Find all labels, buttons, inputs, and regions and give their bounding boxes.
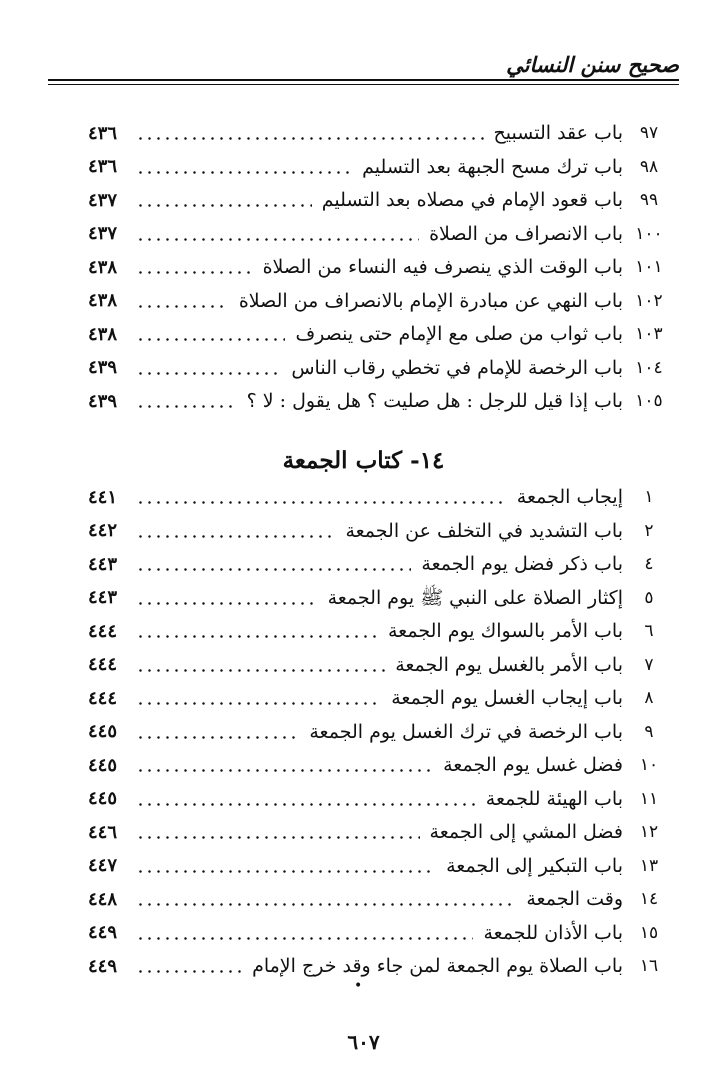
entry-page-number: ٤٣٨ — [88, 323, 118, 345]
entry-title: باب الأمر بالسواك يوم الجمعة — [387, 620, 623, 643]
entry-number: ١٣ — [639, 855, 659, 876]
toc-entry — [88, 682, 675, 716]
book-title: صحيح سنن النسائي — [506, 52, 679, 77]
toc-entry — [88, 548, 675, 582]
entry-title: إيجاب الجمعة — [516, 486, 623, 509]
toc-entry — [88, 184, 675, 218]
entry-number: ٧ — [644, 654, 654, 675]
entry-number: ١٢ — [639, 822, 659, 843]
entry-page-number: ٤٤٣ — [88, 587, 118, 609]
entry-title: باب التشديد في التخلف عن الجمعة — [345, 519, 623, 542]
toc-entry — [88, 649, 675, 683]
entry-page-number: ٤٣٦ — [88, 156, 118, 178]
entry-title: باب إيجاب الغسل يوم الجمعة — [391, 687, 623, 710]
dot-leader — [136, 238, 419, 241]
toc-entry — [88, 749, 675, 783]
entry-page-number: ٤٣٩ — [88, 390, 118, 412]
entry-title: باب التبكير إلى الجمعة — [446, 854, 623, 877]
entry-number: ١٦ — [639, 956, 659, 977]
entry-page-number: ٤٤٥ — [88, 754, 118, 776]
dot-leader — [136, 568, 411, 571]
entry-title: باب قعود الإمام في مصلاه بعد التسليم — [321, 189, 623, 212]
toc-entry — [88, 816, 675, 850]
entry-number: ٥ — [644, 587, 654, 608]
entry-number: ٨ — [644, 688, 654, 709]
entry-number: ٢ — [644, 520, 654, 541]
entry-page-number: ٤٤٩ — [88, 955, 118, 977]
dot-leader — [136, 501, 507, 504]
entry-number: ٩٨ — [639, 156, 659, 177]
toc-entry — [88, 251, 675, 285]
entry-page-number: ٤٣٩ — [88, 357, 118, 379]
toc-entry — [88, 917, 675, 951]
entry-number: ١٠٥ — [635, 391, 663, 412]
dot-leader — [136, 271, 253, 274]
end-bullet: • — [354, 978, 363, 994]
dot-leader — [136, 372, 281, 375]
entry-title: باب عقد التسبيح — [493, 122, 623, 145]
entry-title: باب إذا قيل للرجل : هل صليت ؟ هل يقول : لا ؟ — [246, 390, 623, 413]
toc-entry — [88, 151, 675, 185]
entry-title: باب الأذان للجمعة — [483, 921, 623, 944]
entry-page-number: ٤٤٢ — [88, 520, 118, 542]
entry-number: ١٠١ — [635, 257, 663, 278]
entry-title: باب الوقت الذي ينصرف فيه النساء من الصلاة — [262, 256, 623, 279]
dot-leader — [136, 803, 476, 806]
dot-leader — [136, 405, 237, 408]
dot-leader — [136, 903, 516, 906]
entry-number: ٩٧ — [639, 123, 659, 144]
entry-title: باب الرخصة للإمام في تخطي رقاب الناس — [291, 356, 623, 379]
entry-page-number: ٤٣٨ — [88, 256, 118, 278]
entry-title: باب الهيئة للجمعة — [485, 787, 623, 810]
dot-leader — [136, 937, 473, 940]
entry-number: ١٥ — [639, 922, 659, 943]
toc-entry — [88, 615, 675, 649]
entry-page-number: ٤٤٤ — [88, 620, 118, 642]
entry-number: ١٠٢ — [635, 290, 663, 311]
entry-page-number: ٤٤٣ — [88, 553, 118, 575]
entry-number: ١١ — [639, 788, 659, 809]
toc-entry — [88, 883, 675, 917]
entry-number: ١٠٤ — [635, 357, 663, 378]
toc-entry — [88, 850, 675, 884]
toc-entry — [88, 318, 675, 352]
entry-page-number: ٤٤٧ — [88, 855, 118, 877]
toc-entry — [88, 950, 675, 984]
entry-number: ١ — [644, 487, 654, 508]
toc-entry — [88, 352, 675, 386]
entry-page-number: ٤٣٨ — [88, 290, 118, 312]
dot-leader — [136, 635, 378, 638]
entry-page-number: ٤٤٨ — [88, 888, 118, 910]
toc-entry — [88, 582, 675, 616]
dot-leader — [136, 970, 242, 973]
dot-leader — [136, 305, 229, 308]
dot-leader — [136, 669, 385, 672]
dot-leader — [136, 204, 312, 207]
entry-number: ٦ — [644, 621, 654, 642]
entry-number: ١٠٣ — [635, 324, 663, 345]
section-heading: ١٤- كتاب الجمعة — [282, 447, 445, 474]
entry-page-number: ٤٣٧ — [88, 223, 118, 245]
entry-number: ٩ — [644, 721, 654, 742]
entry-title: باب الرخصة في ترك الغسل يوم الجمعة — [309, 720, 623, 743]
entry-title: وقت الجمعة — [526, 888, 623, 911]
entry-title: باب ثواب من صلى مع الإمام حتى ينصرف — [295, 323, 623, 346]
dot-leader — [136, 870, 436, 873]
toc-entry — [88, 716, 675, 750]
entry-page-number: ٤٤٦ — [88, 821, 118, 843]
entry-title: إكثار الصلاة على النبي ﷺ يوم الجمعة — [327, 586, 623, 609]
dot-leader — [136, 171, 352, 174]
toc-entry — [88, 783, 675, 817]
entry-number: ٤ — [644, 554, 654, 575]
toc-list-part1 — [88, 117, 675, 419]
entry-number: ١٠ — [639, 755, 659, 776]
dot-leader — [136, 137, 484, 140]
entry-number: ١٤ — [639, 889, 659, 910]
dot-leader — [136, 836, 420, 839]
entry-number: ١٠٠ — [635, 223, 663, 244]
toc-entry — [88, 218, 675, 252]
toc-entry — [88, 117, 675, 151]
entry-title: فضل غسل يوم الجمعة — [443, 754, 623, 777]
toc-entry — [88, 515, 675, 549]
page-number: ٦٠٧ — [347, 1030, 380, 1054]
entry-page-number: ٤٤٩ — [88, 922, 118, 944]
entry-page-number: ٤٤١ — [88, 486, 118, 508]
entry-number: ٩٩ — [639, 190, 659, 211]
header-rule-thin — [48, 84, 679, 85]
entry-page-number: ٤٤٥ — [88, 721, 118, 743]
entry-title: باب النهي عن مبادرة الإمام بالانصراف من الصلاة — [238, 289, 623, 312]
dot-leader — [136, 338, 285, 341]
entry-title: فضل المشي إلى الجمعة — [429, 821, 623, 844]
toc-entry — [88, 285, 675, 319]
entry-page-number: ٤٤٤ — [88, 654, 118, 676]
entry-page-number: ٤٤٥ — [88, 788, 118, 810]
dot-leader — [136, 702, 381, 705]
entry-title: باب الصلاة يوم الجمعة لمن جاء وقد خرج الإمام — [252, 955, 623, 978]
running-header — [48, 48, 679, 86]
dot-leader — [136, 736, 299, 739]
dot-leader — [136, 535, 335, 538]
header-rule-thick — [48, 79, 679, 81]
dot-leader — [136, 769, 433, 772]
entry-page-number: ٤٣٧ — [88, 189, 118, 211]
entry-title: باب ترك مسح الجبهة بعد التسليم — [362, 155, 623, 178]
entry-title: باب ذكر فضل يوم الجمعة — [421, 553, 623, 576]
entry-page-number: ٤٤٤ — [88, 687, 118, 709]
toc-list-part2 — [88, 481, 675, 984]
dot-leader — [136, 602, 318, 605]
toc-entry — [88, 481, 675, 515]
entry-title: باب الانصراف من الصلاة — [429, 222, 623, 245]
toc-entry — [88, 385, 675, 419]
entry-title: باب الأمر بالغسل يوم الجمعة — [395, 653, 623, 676]
entry-page-number: ٤٣٦ — [88, 122, 118, 144]
